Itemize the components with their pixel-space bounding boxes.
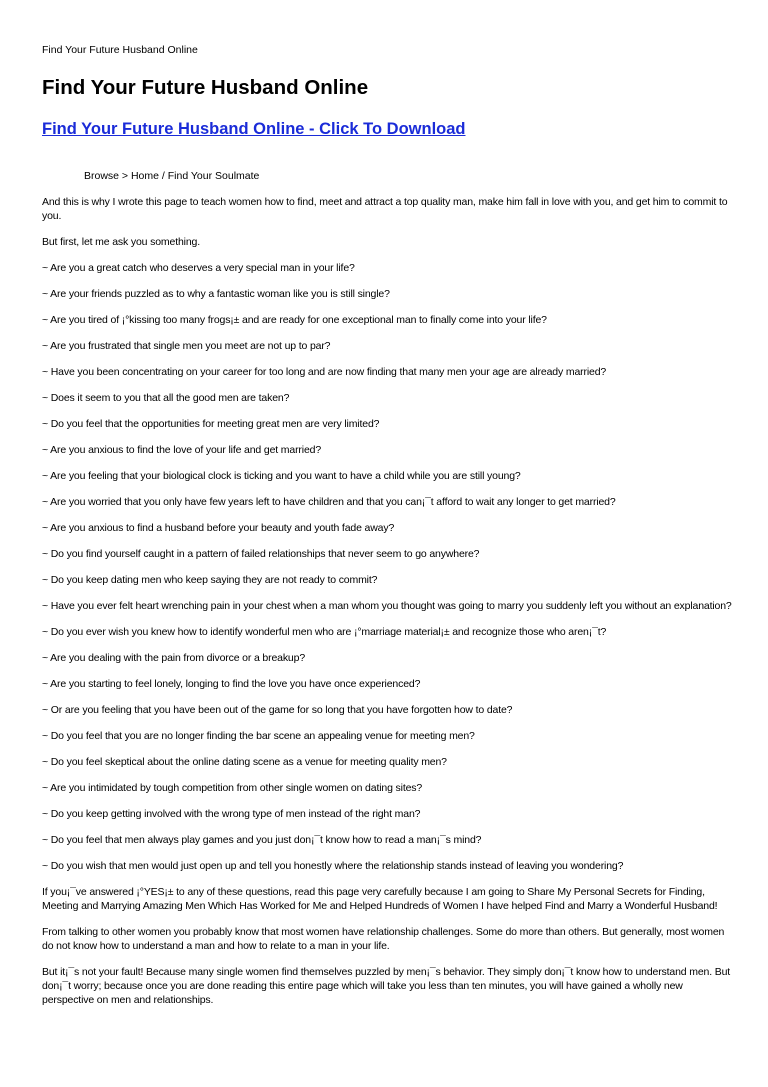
ask-paragraph: But first, let me ask you something. <box>42 236 201 248</box>
question-item: ~ Do you ever wish you knew how to identify wonderful men who are ¡°marriage material¡± and recognize those who aren¡¯t? <box>42 626 607 638</box>
closing-paragraph: But it¡¯s not your fault! Because many single women find themselves puzzled by men¡¯s behavior. They simply don¡¯t know how to understand men. But don¡¯t worry; because once you are done reading this entire page which will take you less than ten minutes, you will have gained a wholly new perspective on men and relationships. <box>42 966 731 1006</box>
download-link[interactable]: Find Your Future Husband Online - Click To Download <box>42 120 466 138</box>
closing-paragraph: If you¡¯ve answered ¡°YES¡± to any of these questions, read this page very carefully because I am going to Share My Personal Secrets for Finding, Meeting and Marrying Amazing Men Which Has Worked for Me and Helped Hundreds of Women I have helped Find and Marry a Wonderful Husband! <box>42 886 718 912</box>
question-item: ~ Or are you feeling that you have been out of the game for so long that you have forgotten how to date? <box>42 704 513 716</box>
question-item: ~ Do you feel skeptical about the online dating scene as a venue for meeting quality men? <box>42 756 447 768</box>
question-list <box>42 261 732 873</box>
question-item: ~ Are you dealing with the pain from divorce or a breakup? <box>42 652 306 664</box>
question-item: ~ Are you frustrated that single men you meet are not up to par? <box>42 340 331 352</box>
page-title: Find Your Future Husband Online <box>42 76 369 99</box>
question-item: ~ Are you anxious to find the love of your life and get married? <box>42 444 322 456</box>
question-item: ~ Are you worried that you only have few years left to have children and that you can¡¯t afford to wait any longer to get married? <box>42 496 616 508</box>
article-body <box>42 195 732 1019</box>
question-item: ~ Do you keep getting involved with the wrong type of men instead of the right man? <box>42 808 421 820</box>
question-item: ~ Are you feeling that your biological clock is ticking and you want to have a child while you are still young? <box>42 470 521 482</box>
question-item: ~ Are your friends puzzled as to why a fantastic woman like you is still single? <box>42 288 390 300</box>
closing-paragraph: From talking to other women you probably know that most women have relationship challenges. Some do more than others. But generally, most women do not know how to understand a man and how to relate to a man in your life. <box>42 926 725 952</box>
question-item: ~ Have you been concentrating on your career for too long and are now finding that many men your age are already married? <box>42 366 607 378</box>
question-item: ~ Are you intimidated by tough competition from other single women on dating sites? <box>42 782 423 794</box>
question-item: ~ Do you wish that men would just open up and tell you honestly where the relationship stands instead of leaving you wondering? <box>42 860 624 872</box>
breadcrumb: Browse > Home / Find Your Soulmate <box>84 170 260 182</box>
running-header: Find Your Future Husband Online <box>42 44 198 56</box>
question-item: ~ Does it seem to you that all the good men are taken? <box>42 392 290 404</box>
question-item: ~ Are you tired of ¡°kissing too many frogs¡± and are ready for one exceptional man to finally come into your life? <box>42 314 547 326</box>
question-item: ~ Are you anxious to find a husband before your beauty and youth fade away? <box>42 522 395 534</box>
question-item: ~ Do you find yourself caught in a pattern of failed relationships that never seem to go anywhere? <box>42 548 480 560</box>
intro-paragraph: And this is why I wrote this page to teach women how to find, meet and attract a top quality man, make him fall in love with you, and get him to commit to you. <box>42 196 728 222</box>
question-item: ~ Are you starting to feel lonely, longing to find the love you have once experienced? <box>42 678 421 690</box>
question-item: ~ Do you feel that men always play games and you just don¡¯t know how to read a man¡¯s mind? <box>42 834 482 846</box>
question-item: ~ Do you feel that you are no longer finding the bar scene an appealing venue for meeting men? <box>42 730 475 742</box>
question-item: ~ Do you keep dating men who keep saying they are not ready to commit? <box>42 574 378 586</box>
question-item: ~ Have you ever felt heart wrenching pain in your chest when a man whom you thought was going to marry you suddenly left you without an explanation? <box>42 600 732 612</box>
question-item: ~ Are you a great catch who deserves a very special man in your life? <box>42 262 355 274</box>
question-item: ~ Do you feel that the opportunities for meeting great men are very limited? <box>42 418 380 430</box>
